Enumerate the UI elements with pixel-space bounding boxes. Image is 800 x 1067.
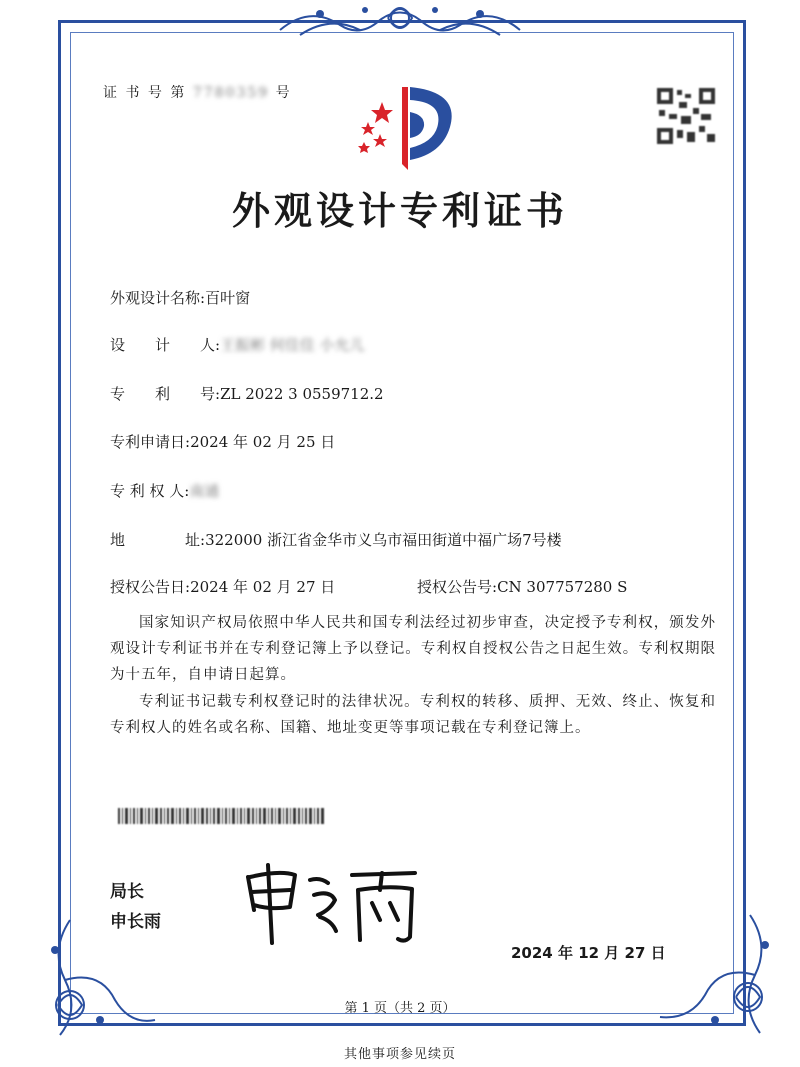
issue-date: 2024 年 12 月 27 日 (511, 944, 666, 962)
field-value: CN 307757280 S (497, 578, 628, 596)
cnipa-emblem-icon (350, 82, 465, 172)
field-label: 专 利 权 人: (110, 482, 190, 500)
field-value: 百叶窗 (205, 289, 251, 307)
continuation-note: 其他事项参见续页 (343, 1047, 456, 1062)
field-patentee (110, 480, 219, 501)
field-value: 322000 浙江省金华市义乌市福田街道中福广场7号楼 (205, 531, 562, 549)
field-value: 2024 年 02 月 27 日 (190, 578, 336, 596)
barcode-icon (118, 808, 324, 824)
field-label: 设 计 人: (110, 336, 221, 354)
field-grant-date (110, 576, 335, 597)
field-label: 外观设计名称: (110, 289, 206, 307)
director-name: 申长雨 (110, 912, 161, 932)
certificate-number-suffix: 号 (275, 85, 292, 101)
field-design-name (110, 287, 250, 308)
field-label: 授权公告号: (417, 578, 498, 596)
bottom-right-ornament (650, 905, 780, 1040)
field-label: 专 利 号: (110, 385, 221, 403)
field-filing-date (110, 431, 335, 452)
field-label: 地 址: (110, 531, 206, 549)
certificate-number-value: 7780359 (192, 85, 270, 101)
field-label: 授权公告日: (110, 578, 191, 596)
qr-code-icon (655, 86, 717, 146)
certificate-title: 外观设计专利证书 (231, 188, 568, 233)
field-value: 南通 (189, 482, 220, 500)
field-label: 专利申请日: (110, 433, 191, 451)
field-patent-no (110, 383, 384, 404)
body-paragraph-1: 国家知识产权局依照中华人民共和国专利法经过初步审查，决定授予专利权，颁发外观设计专利证书并在专利登记簿上予以登记。专利权自授权公告之日起生效。专利权期限为十五年，自申请日起算。 (110, 615, 716, 683)
director-title: 局长 (110, 882, 144, 902)
certificate-number-label: 证 书 号 第 (103, 85, 187, 101)
field-value: 王振彬 何佳佳 小允儿 (220, 336, 365, 354)
page-indicator: 第 1 页（共 2 页） (344, 1001, 456, 1016)
director-signature (240, 855, 430, 945)
top-ornament (270, 0, 530, 44)
field-value: 2024 年 02 月 25 日 (190, 433, 336, 451)
field-address (110, 529, 562, 550)
field-value: ZL 2022 3 0559712.2 (220, 385, 384, 403)
certificate-number (103, 82, 292, 102)
field-grant-no (417, 576, 627, 597)
field-designer (110, 334, 365, 355)
body-paragraph-2: 专利证书记载专利权登记时的法律状况。专利权的转移、质押、无效、终止、恢复和专利权人的姓名或名称、国籍、地址变更等事项记载在专利登记簿上。 (110, 694, 716, 736)
